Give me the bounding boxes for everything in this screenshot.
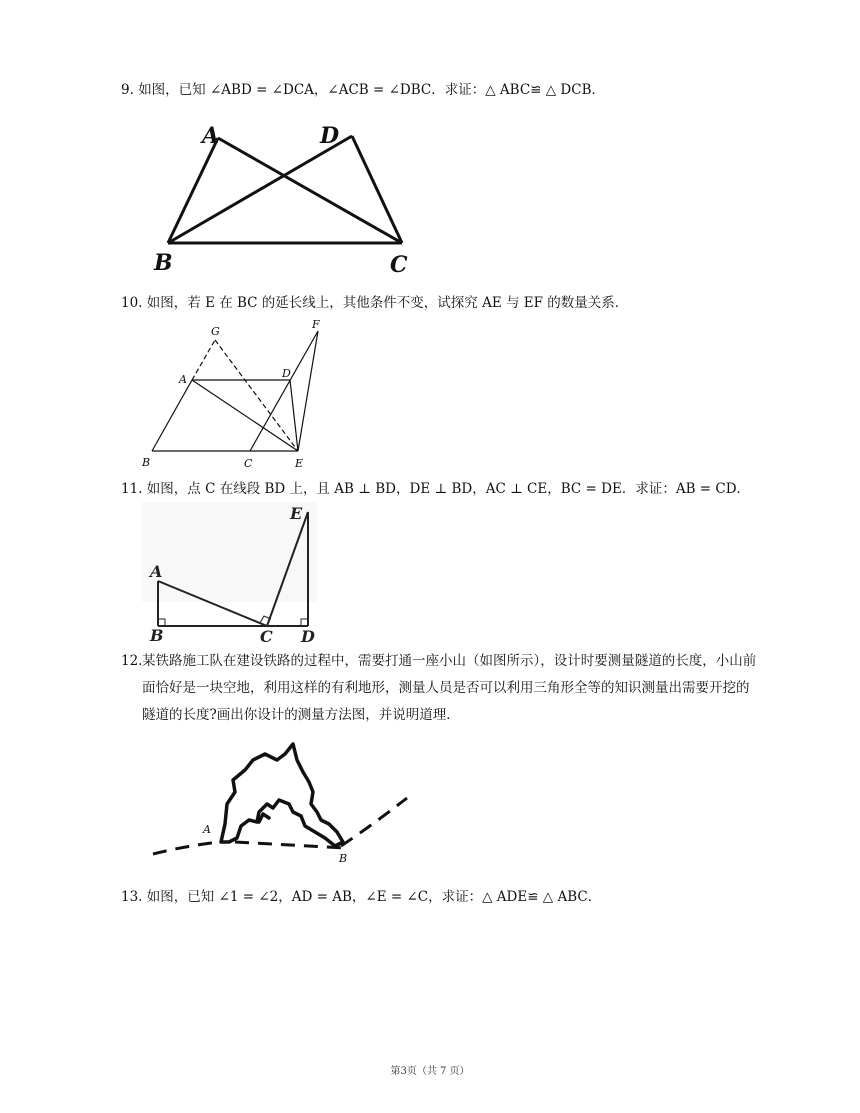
- ground-line-left: [153, 842, 219, 854]
- label-D: D: [282, 367, 291, 380]
- label-B: B: [150, 626, 164, 645]
- segment-BD: [168, 136, 352, 243]
- question-number: 12.: [121, 653, 143, 669]
- label-D: D: [301, 627, 315, 645]
- page-footer: 第3页（共 7 页）: [390, 1066, 470, 1077]
- segment-GE-dashed: [215, 340, 298, 451]
- question-10: [121, 292, 628, 314]
- figure-11-right-triangles: [140, 500, 330, 645]
- label-A: A: [203, 823, 211, 836]
- segment-BA: [152, 380, 192, 451]
- mountain-inner-ridge: [259, 814, 269, 822]
- label-B: B: [142, 456, 151, 469]
- label-C: C: [390, 252, 408, 277]
- label-E: E: [295, 457, 304, 470]
- question-12: [121, 648, 761, 729]
- segment-AE: [192, 380, 298, 451]
- label-F: F: [312, 318, 320, 331]
- label-B: B: [154, 250, 173, 276]
- label-C: C: [260, 627, 273, 645]
- question-13: [121, 886, 601, 908]
- question-text: 如图，若 E 在 BC 的延长线上，其他条件不变，试探究 AE 与 EF 的数量关系．: [146, 295, 629, 311]
- question-number: 10.: [121, 295, 143, 311]
- label-A: A: [150, 562, 163, 581]
- question-text: 如图，点 C 在线段 BD 上，且 AB ⊥ BD，DE ⊥ BD，AC ⊥ CE，BC = DE．求证：AB = CD．: [146, 481, 751, 497]
- question-text: 如图，已知 ∠1 = ∠2，AD = AB，∠E = ∠C，求证：△ ADE≌ △ ABC．: [146, 889, 602, 905]
- figure-9-triangles: [150, 112, 430, 277]
- question-text: 如图，已知 ∠ABD = ∠DCA，∠ACB = ∠DBC．求证：△ ABC≌ △ DCB．: [138, 82, 606, 98]
- question-9: [121, 79, 605, 101]
- figure-10-parallelogram: [138, 316, 338, 476]
- ground-line-right: [341, 798, 407, 846]
- segment-DE: [290, 380, 298, 451]
- label-A: A: [179, 373, 187, 386]
- question-number: 11.: [121, 481, 143, 497]
- figure-12-mountain: [145, 742, 415, 867]
- mountain-outline: [221, 744, 343, 846]
- segment-AG-dashed: [192, 340, 215, 380]
- label-B: B: [339, 852, 348, 865]
- label-C: C: [244, 457, 253, 470]
- segment-DC: [352, 136, 402, 243]
- question-number: 13.: [121, 889, 143, 905]
- question-text: 某铁路施工队在建设铁路的过程中，需要打通一座小山（如图所示），设计时要测量隧道的长度，小山前面恰好是一块空地，利用这样的有利地形，测量人员是否可以利用三角形全等的知识测量出需要开挖的隧道的长度?画出你设计的测量方法图，并说明道理．: [142, 653, 757, 723]
- label-D: D: [320, 123, 340, 149]
- question-number: 9.: [121, 82, 134, 98]
- label-A: A: [202, 123, 220, 149]
- question-11: [121, 478, 750, 500]
- label-G: G: [211, 325, 220, 338]
- segment-AC: [218, 138, 402, 243]
- label-E: E: [290, 504, 303, 523]
